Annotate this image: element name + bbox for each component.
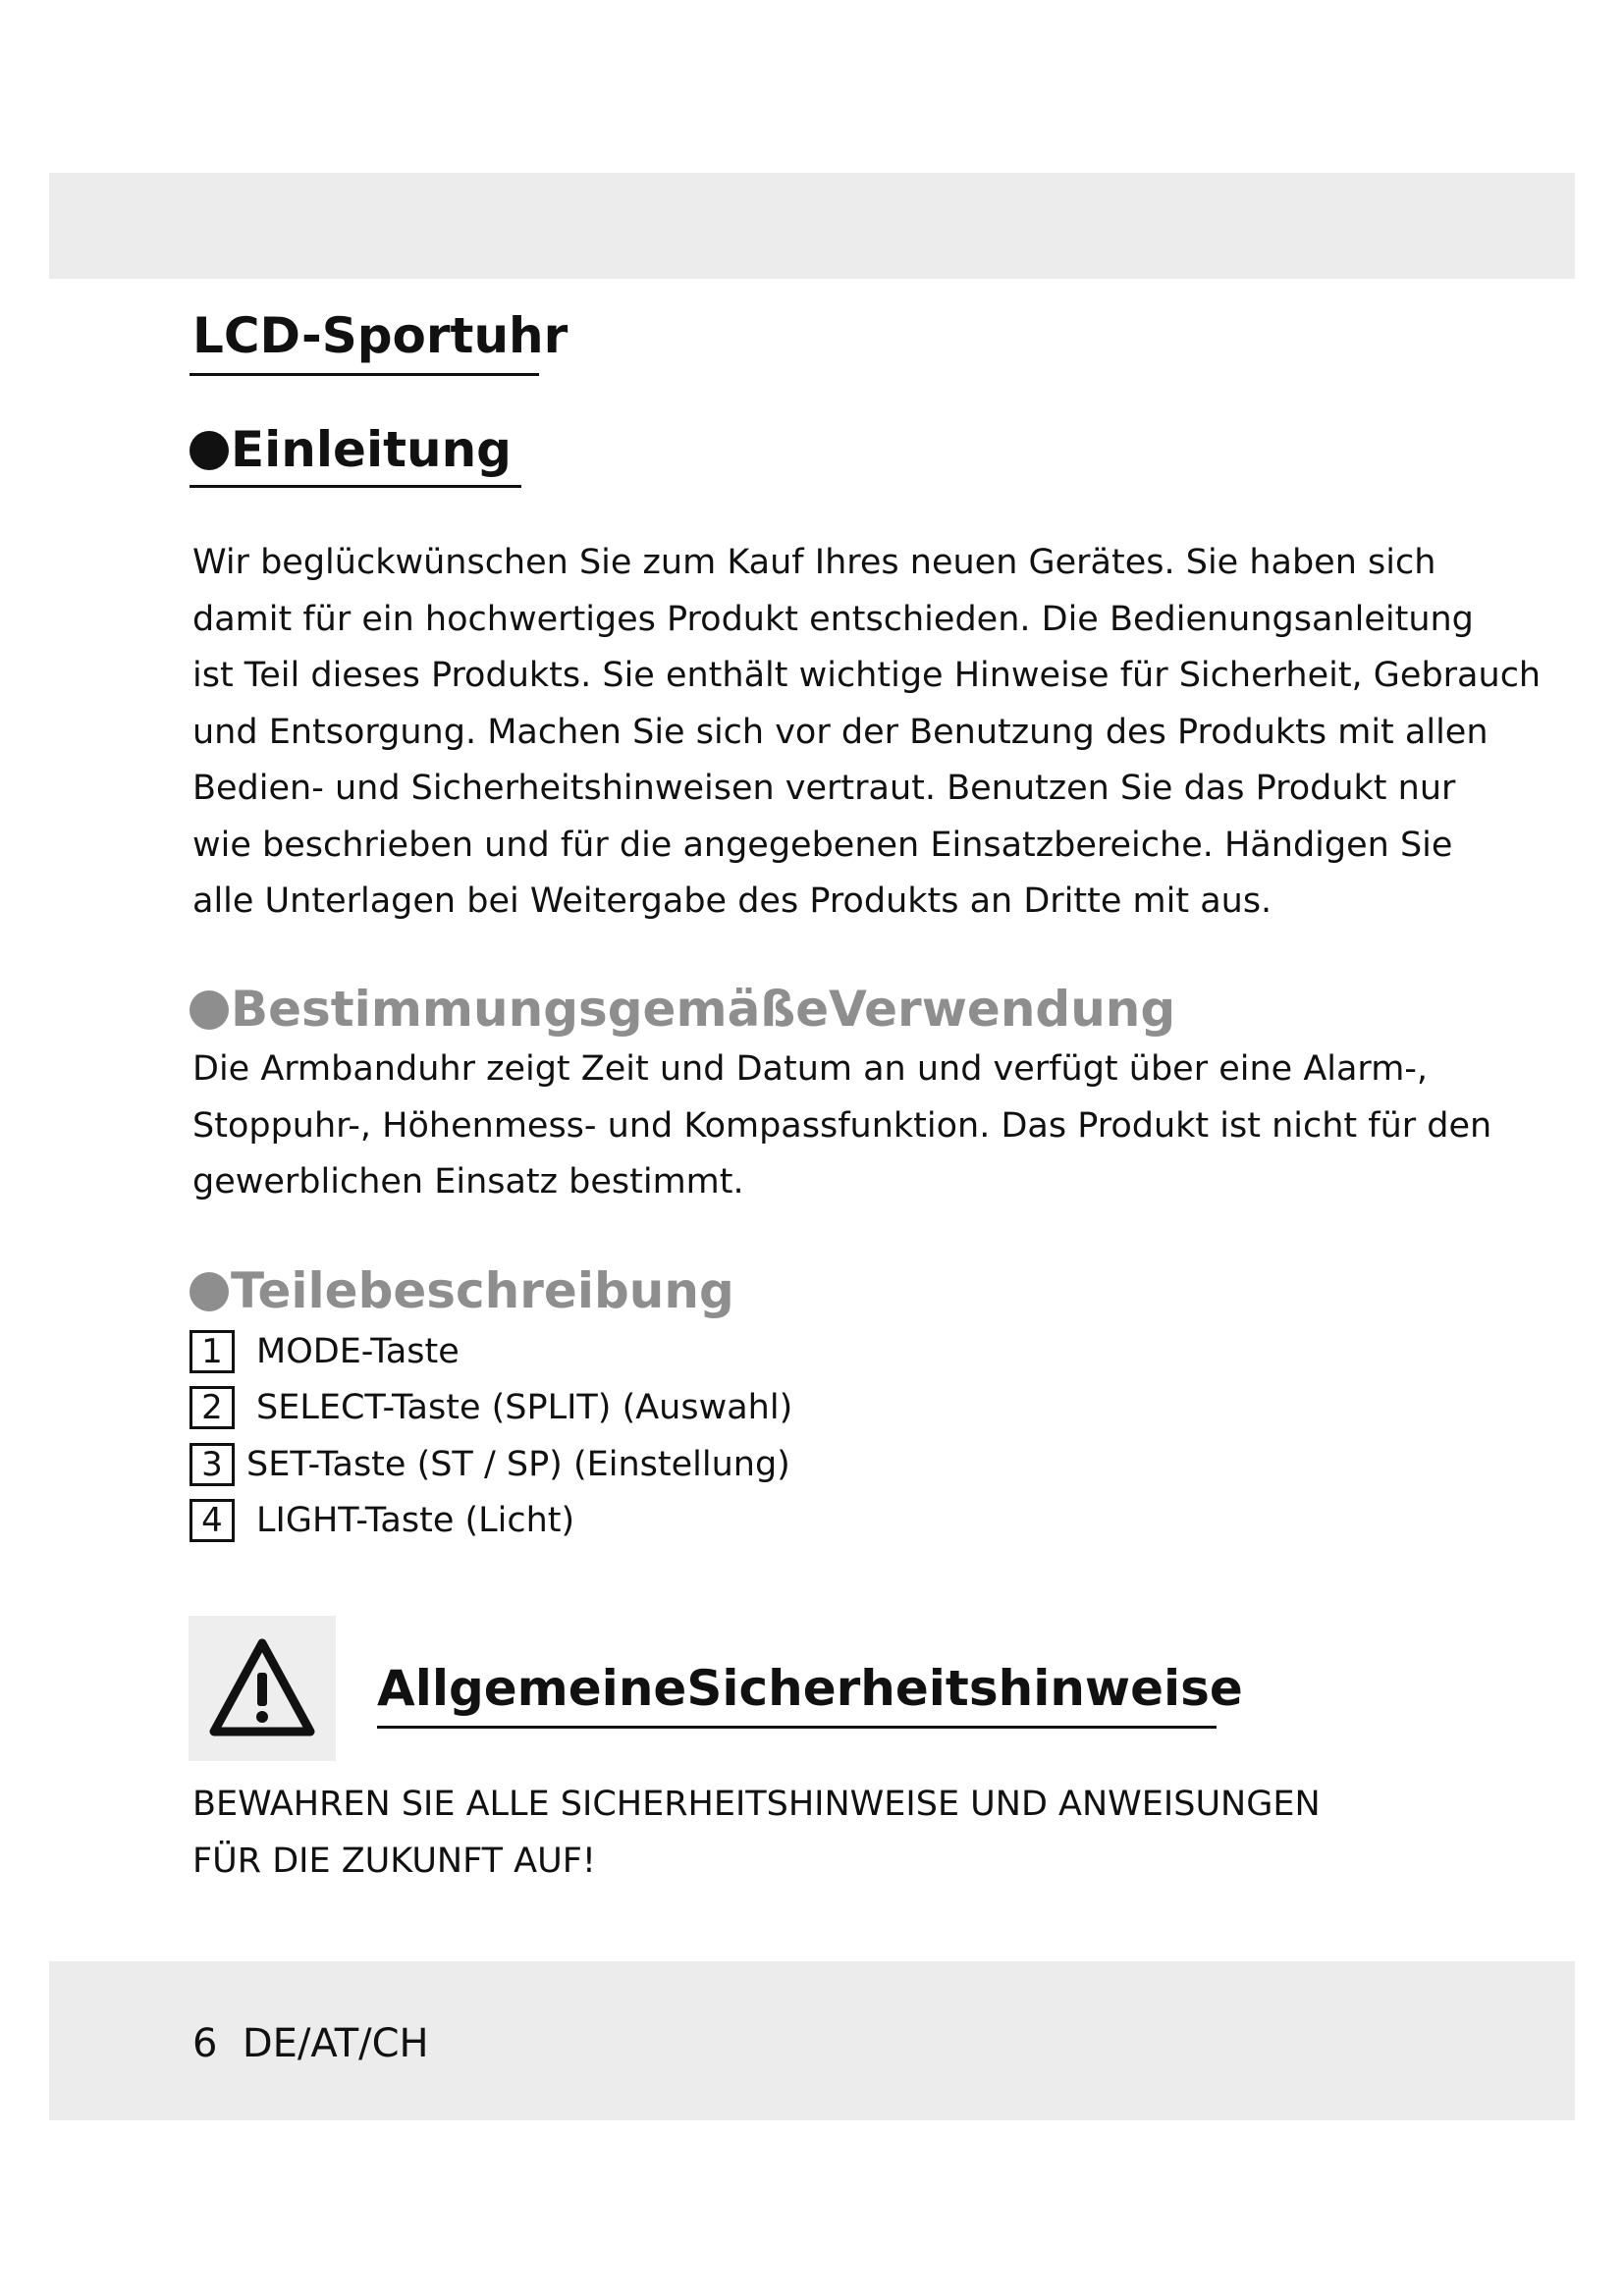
section-heading-parts-text: Teilebeschreibung [231,1262,734,1319]
part-label: SET-Taste (ST / SP) (Einstellung) [246,1444,790,1484]
safety-line: BEWAHREN SIE ALLE SICHERHEITSHINWEISE UND ANWEISUNGEN [192,1785,1321,1824]
section-heading-intro [189,420,512,479]
safety-notice [192,1777,1321,1890]
intro-line: wie beschrieben und für die angegebenen Einsatzbereiche. Händigen Sie [192,825,1453,865]
usage-line: gewerblichen Einsatz bestimmt. [192,1162,744,1201]
warning-triangle-svg [208,1637,316,1739]
section-heading-parts [189,1261,734,1320]
intro-paragraph [192,535,1542,931]
part-number-box: 2 [189,1386,235,1429]
page-footer: 6 DE/AT/CH [192,2021,429,2066]
intro-line: Bedien- und Sicherheitshinweisen vertraut. Benutzen Sie das Produkt nur [192,769,1456,808]
list-item [189,1436,792,1493]
intro-line: damit für ein hochwertiges Produkt entschieden. Die Bedienungsanleitung [192,599,1474,639]
part-number-box: 1 [189,1330,235,1373]
page-title: LCD-Sportuhr [192,307,568,364]
section-heading-safety: AllgemeineSicherheitshinweise [377,1660,1243,1717]
list-item [189,1323,792,1380]
usage-line: Die Armbanduhr zeigt Zeit und Datum an und verfügt über eine Alarm-, [192,1049,1429,1089]
part-label: MODE-Taste [256,1331,460,1371]
section-heading-usage-text: BestimmungsgemäßeVerwendung [231,981,1176,1038]
intro-line: und Entsorgung. Machen Sie sich vor der Benutzung des Produkts mit allen [192,712,1489,752]
parts-list [189,1323,792,1549]
bullet-icon [189,1272,229,1311]
safety-heading-underline [377,1726,1217,1729]
part-number-box: 4 [189,1499,235,1542]
warning-triangle-icon [189,1616,336,1761]
usage-paragraph [192,1041,1492,1211]
list-item [189,1493,792,1550]
bullet-icon [189,431,229,470]
section-heading-usage [189,980,1175,1039]
intro-line: alle Unterlagen bei Weitergabe des Produkts an Dritte mit aus. [192,881,1272,921]
safety-line: FÜR DIE ZUKUNFT AUF! [192,1841,596,1881]
part-label: SELECT-Taste (SPLIT) (Auswahl) [256,1388,793,1428]
bullet-icon [189,990,229,1030]
intro-line: ist Teil dieses Produkts. Sie enthält wichtige Hinweise für Sicherheit, Gebrauch [192,656,1542,695]
section-heading-intro-text: Einleitung [231,421,512,478]
list-item [189,1380,792,1437]
usage-line: Stoppuhr-, Höhenmess- und Kompassfunktion. Das Produkt ist nicht für den [192,1105,1492,1146]
title-underline [189,373,539,376]
intro-heading-underline [189,485,521,488]
header-band [49,173,1575,279]
part-label: LIGHT-Taste (Licht) [256,1501,575,1541]
part-number-box: 3 [189,1443,235,1486]
intro-line: Wir beglückwünschen Sie zum Kauf Ihres neuen Gerätes. Sie haben sich [192,543,1436,582]
